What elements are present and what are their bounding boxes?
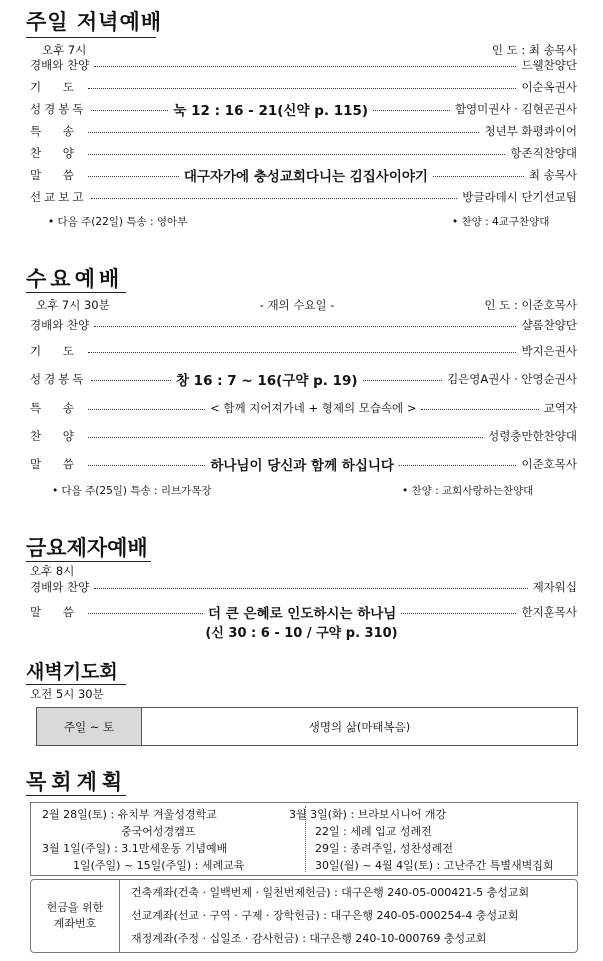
order-label: 특 송 <box>30 124 83 138</box>
order-label: 경배와 찬양 <box>30 318 90 332</box>
order-person: 박지은권사 <box>521 344 577 358</box>
special-song-title: < 함께 지어져가네 + 형제의 모습속에 > <box>210 401 417 415</box>
order-label: 선교보고 <box>30 190 87 204</box>
order-row <box>30 166 577 184</box>
order-label: 기 도 <box>30 344 83 358</box>
sermon-title: 더 큰 은혜로 인도하시는 하나님 <box>208 606 397 622</box>
order-row <box>30 342 577 360</box>
leader-dots <box>88 465 205 466</box>
leader-dots <box>91 198 457 199</box>
plans-title: 목회계획 <box>26 770 128 794</box>
leader-dots <box>94 588 527 589</box>
order-label: 경배와 찬양 <box>30 58 90 72</box>
friday-scripture: (신 30 : 6 - 10 / 구약 p. 310) <box>205 626 398 641</box>
order-row <box>30 56 577 74</box>
order-label: 말 씀 <box>30 457 83 471</box>
leader-dots <box>91 380 171 381</box>
leader-dots <box>94 326 516 327</box>
accounts-label-line2: 계좌번호 <box>53 917 97 930</box>
sermon-title: 대구자가에 충성교회다니는 김집사이야기 <box>183 169 428 185</box>
service-time: 오후 7시 30분 <box>36 298 110 312</box>
leader-dots <box>399 465 516 466</box>
leader-dots <box>91 110 168 111</box>
order-label: 말 씀 <box>30 605 83 619</box>
leader-dots <box>88 613 203 614</box>
leader-dots <box>94 66 516 67</box>
order-row <box>30 399 577 417</box>
leader-dots <box>88 437 483 438</box>
order-label: 경배와 찬양 <box>30 580 90 594</box>
presider: 인 도 : 이준호목사 <box>484 298 577 312</box>
next-week-choir-note: • 찬양 : 교회사랑하는찬양대 <box>402 485 534 497</box>
next-week-choir-note: • 찬양 : 4교구찬양대 <box>452 216 550 228</box>
next-week-note: • 다음 주(22일) 특송 : 영아부 <box>48 216 188 228</box>
order-row <box>30 188 577 206</box>
dawn-days: 주일 ~ 토 <box>37 708 142 745</box>
scripture-reference: 창 16 : 7 ~ 16(구약 p. 19) <box>175 373 358 389</box>
sermon-title: 하나님이 당신과 함께 하십니다 <box>210 458 394 474</box>
order-person: 교역자 <box>543 401 578 415</box>
order-person: 방글라데시 단기선교팀 <box>462 190 577 204</box>
leader-dots <box>88 88 517 89</box>
service-time: 오전 5시 30분 <box>30 687 104 701</box>
plan-item: 1일(주일) ~ 15일(주일) : 세례교육 <box>73 859 245 872</box>
order-row <box>30 122 577 140</box>
wednesday-time-row <box>30 296 577 314</box>
order-person: 함영미권사 · 김현곤권사 <box>454 102 578 116</box>
plans-underline <box>26 795 126 796</box>
dawn-time-row <box>30 685 577 703</box>
leader-dots <box>421 409 538 410</box>
sunday-evening-title: 주일 저녁예배 <box>26 10 163 34</box>
leader-dots <box>88 176 179 177</box>
order-person: 최 송목사 <box>528 168 578 182</box>
order-row <box>30 78 577 96</box>
order-person: 드웰찬양단 <box>521 58 577 72</box>
order-label: 특 송 <box>30 401 83 415</box>
scripture-reference: 눅 12 : 16 - 21(신약 p. 115) <box>173 103 369 119</box>
order-person: 청년부 화평콰이어 <box>484 124 577 138</box>
leader-dots <box>401 613 516 614</box>
dawn-schedule-table <box>36 707 578 746</box>
plans-box <box>30 802 578 876</box>
order-label: 찬 양 <box>30 146 83 160</box>
order-row <box>30 370 577 388</box>
order-row <box>30 100 577 118</box>
order-label: 성경봉독 <box>30 372 87 386</box>
plan-item: 22일 : 세례 입교 성례전 <box>315 825 432 838</box>
plan-item: 3월 1일(주일) : 3.1만세운동 기념예배 <box>42 842 228 855</box>
order-row <box>30 427 577 445</box>
accounts-label <box>31 880 120 952</box>
order-label: 기 도 <box>30 80 83 94</box>
order-person: 샬롬찬양단 <box>521 318 577 332</box>
account-line: 건축계좌(건축 · 일백번제 · 일천번제헌금) : 대구은행 240-05-000421-5 충성교회 <box>131 886 530 899</box>
account-line: 선교계좌(선교 · 구역 · 구제 · 장학헌금) : 대구은행 240-05-000254-4 충성교회 <box>131 909 519 922</box>
service-time: 오후 7시 <box>42 43 87 57</box>
leader-dots <box>88 352 517 353</box>
wednesday-title: 수요예배 <box>26 267 124 291</box>
accounts-box <box>30 879 578 953</box>
order-person: 성령충만한찬양대 <box>488 429 577 443</box>
wednesday-underline <box>26 292 126 293</box>
order-row <box>30 144 577 162</box>
order-row <box>30 578 577 596</box>
service-time: 오후 8시 <box>30 564 75 578</box>
plan-item: 중국어성경캠프 <box>121 825 196 838</box>
leader-dots <box>363 380 443 381</box>
leader-dots <box>373 110 450 111</box>
friday-title: 금요제자예배 <box>26 536 148 560</box>
next-week-note: • 다음 주(25일) 특송 : 리브가목장 <box>52 485 212 497</box>
plan-item: 30일(월) ~ 4월 4일(토) : 고난주간 특별새벽집회 <box>315 859 554 872</box>
dawn-devotional: 생명의 삶(마태복음) <box>308 719 411 734</box>
order-row <box>30 316 577 334</box>
order-label: 성경봉독 <box>30 102 87 116</box>
order-person: 한지훈목사 <box>521 605 578 619</box>
plan-item: 29일 : 종려주일, 성찬성례전 <box>315 842 453 855</box>
order-person: 김은영A권사 · 안영순권사 <box>447 372 577 386</box>
order-label: 찬 양 <box>30 429 83 443</box>
order-person: 이순옥권사 <box>521 80 577 94</box>
order-label: 말 씀 <box>30 168 83 182</box>
leader-dots <box>88 154 505 155</box>
plan-item: 2월 28일(토) : 유치부 겨울성경학교 <box>42 808 217 821</box>
accounts-label-line1: 헌금을 위한 <box>46 901 104 914</box>
sunday-evening-underline <box>26 37 156 38</box>
leader-dots <box>433 176 524 177</box>
account-line: 재정계좌(주정 · 십일조 · 감사헌금) : 대구은행 240-10-000769 충성교회 <box>131 932 487 945</box>
presider: 인 도 : 최 송목사 <box>491 43 577 57</box>
plan-item: 3월 3일(화) : 브라보시니어 개강 <box>289 808 447 821</box>
order-row <box>30 455 577 473</box>
order-row <box>30 603 577 621</box>
service-subtitle: - 재의 수요일 - <box>259 298 335 312</box>
leader-dots <box>88 132 480 133</box>
order-person: 이준호목사 <box>521 457 577 471</box>
leader-dots <box>88 409 205 410</box>
dawn-title: 새벽기도회 <box>26 661 118 683</box>
order-person: 항존직찬양대 <box>510 146 577 160</box>
order-person: 제자워십 <box>532 580 577 594</box>
